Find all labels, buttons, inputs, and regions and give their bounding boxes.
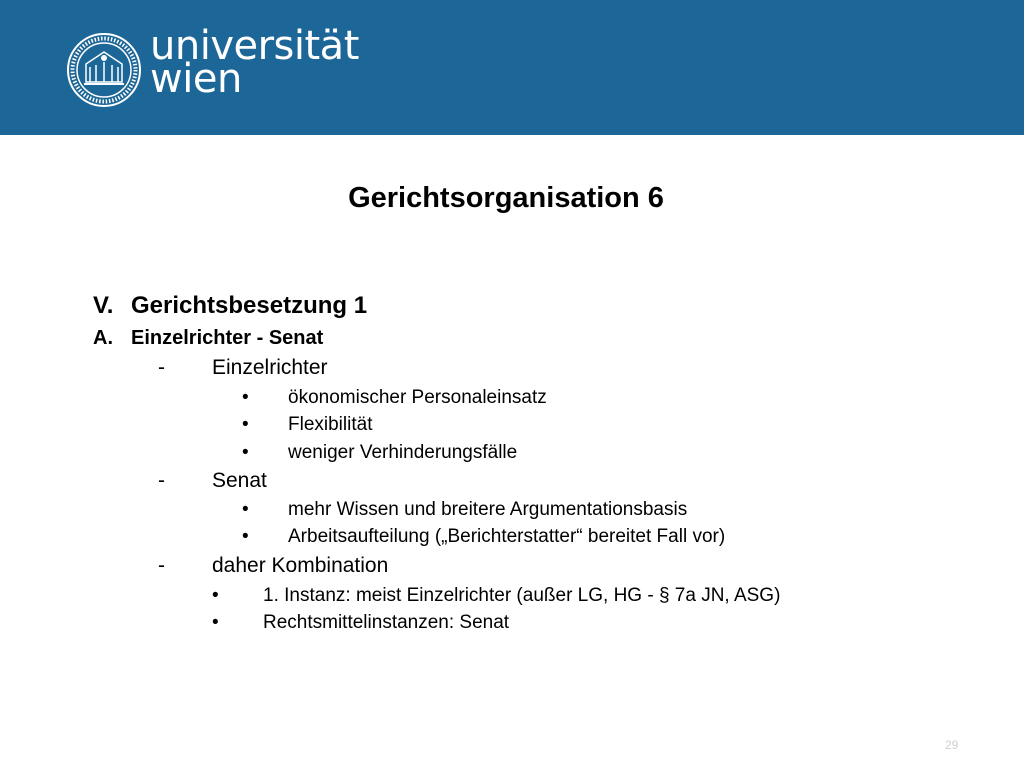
university-seal-icon bbox=[66, 32, 142, 108]
section-heading: Gerichtsbesetzung 1 bbox=[131, 292, 368, 319]
subsection-heading: Einzelrichter - Senat bbox=[131, 327, 324, 349]
bullet-icon: • bbox=[242, 387, 249, 408]
group-dash: - bbox=[158, 469, 165, 492]
subsection-marker: A. bbox=[93, 327, 113, 349]
bullet-icon: • bbox=[242, 442, 249, 463]
university-logo-wordmark bbox=[150, 23, 359, 102]
group-dash: - bbox=[158, 554, 165, 577]
list-item: Rechtsmittelinstanzen: Senat bbox=[263, 612, 510, 633]
slide-title: Gerichtsorganisation 6 bbox=[348, 182, 664, 214]
bullet-icon: • bbox=[242, 526, 249, 547]
logo-line-wien: wien bbox=[150, 56, 242, 102]
logo-line-universitaet: universität bbox=[150, 23, 359, 69]
bullet-icon: • bbox=[212, 585, 219, 606]
slide-number: 29 bbox=[945, 738, 959, 752]
list-item: Flexibilität bbox=[288, 414, 373, 435]
header-bar bbox=[0, 0, 1024, 135]
group-label-einzelrichter: Einzelrichter bbox=[212, 356, 328, 379]
section-marker: V. bbox=[93, 292, 114, 319]
group-label-senat: Senat bbox=[212, 469, 267, 492]
bullet-icon: • bbox=[242, 414, 249, 435]
bullet-icon: • bbox=[242, 499, 249, 520]
group-dash: - bbox=[158, 356, 165, 379]
bullet-icon: • bbox=[212, 612, 219, 633]
list-item: weniger Verhinderungsfälle bbox=[288, 442, 518, 463]
list-item: mehr Wissen und breitere Argumentationsbasis bbox=[288, 499, 688, 520]
list-item: ökonomischer Personaleinsatz bbox=[288, 387, 547, 408]
list-item: Arbeitsaufteilung („Berichterstatter“ bereitet Fall vor) bbox=[288, 526, 726, 547]
group-label-kombination: daher Kombination bbox=[212, 554, 389, 577]
list-item: 1. Instanz: meist Einzelrichter (außer LG, HG - § 7a JN, ASG) bbox=[263, 585, 781, 606]
